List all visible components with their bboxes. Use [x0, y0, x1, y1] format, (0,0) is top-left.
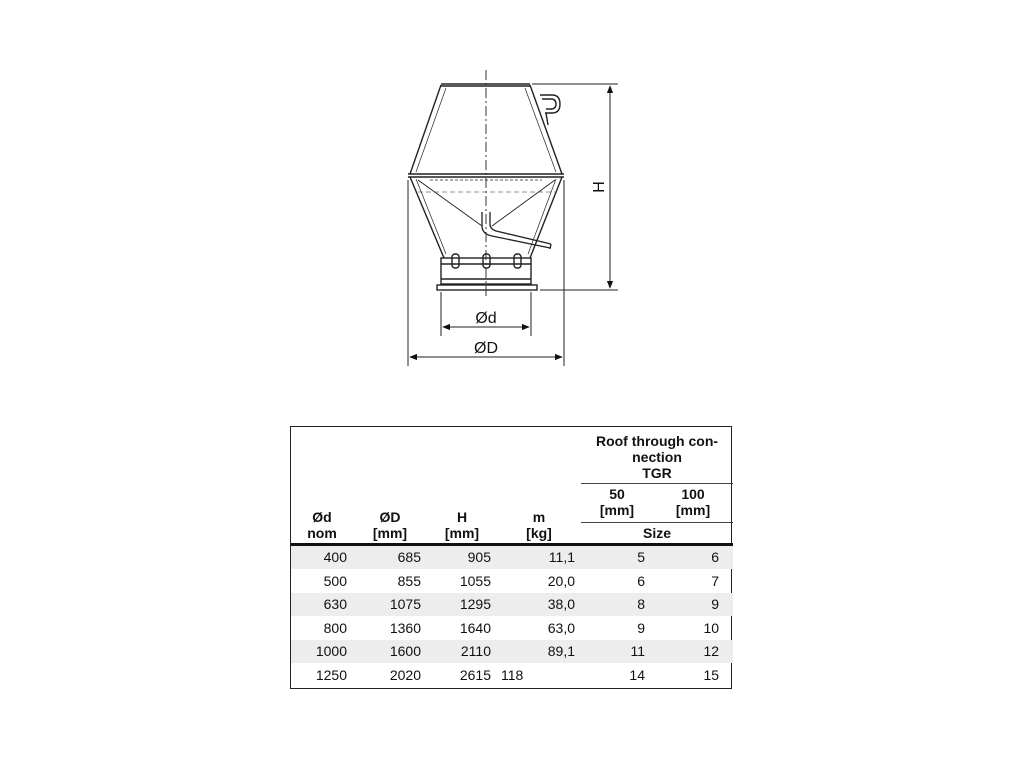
subcol-header-100: 100 [mm] — [653, 483, 733, 522]
col-header-m-kg: m [kg] — [526, 508, 552, 541]
outer-diameter-label: ØD — [474, 340, 498, 357]
table-row: 800 1360 1640 63,0 9 10 — [323, 619, 720, 636]
subcol-header-50: 50 [mm] — [581, 483, 653, 522]
size-header: Size — [581, 522, 733, 544]
inner-diameter-label: Ød — [475, 310, 497, 327]
group-header: Roof through con- nection TGR — [595, 432, 719, 481]
connection-spigot — [437, 254, 537, 290]
col-header-d-nom: Ød nom — [307, 508, 337, 541]
col-header-H-mm: H [mm] — [444, 508, 480, 541]
table-row: 1000 1600 2110 89,1 11 12 — [291, 640, 733, 664]
table-row: 630 1075 1295 38,0 8 9 — [291, 593, 733, 617]
spec-table — [290, 426, 732, 689]
col-header-D-mm: ØD [mm] — [372, 508, 408, 541]
table-row: 400 685 905 11,1 5 6 — [291, 544, 733, 569]
height-label: H — [591, 181, 608, 193]
table-row: 500 855 1055 20,0 6 7 — [323, 572, 720, 589]
table-row: 1250 2020 2615 118 14 15 — [315, 666, 720, 683]
